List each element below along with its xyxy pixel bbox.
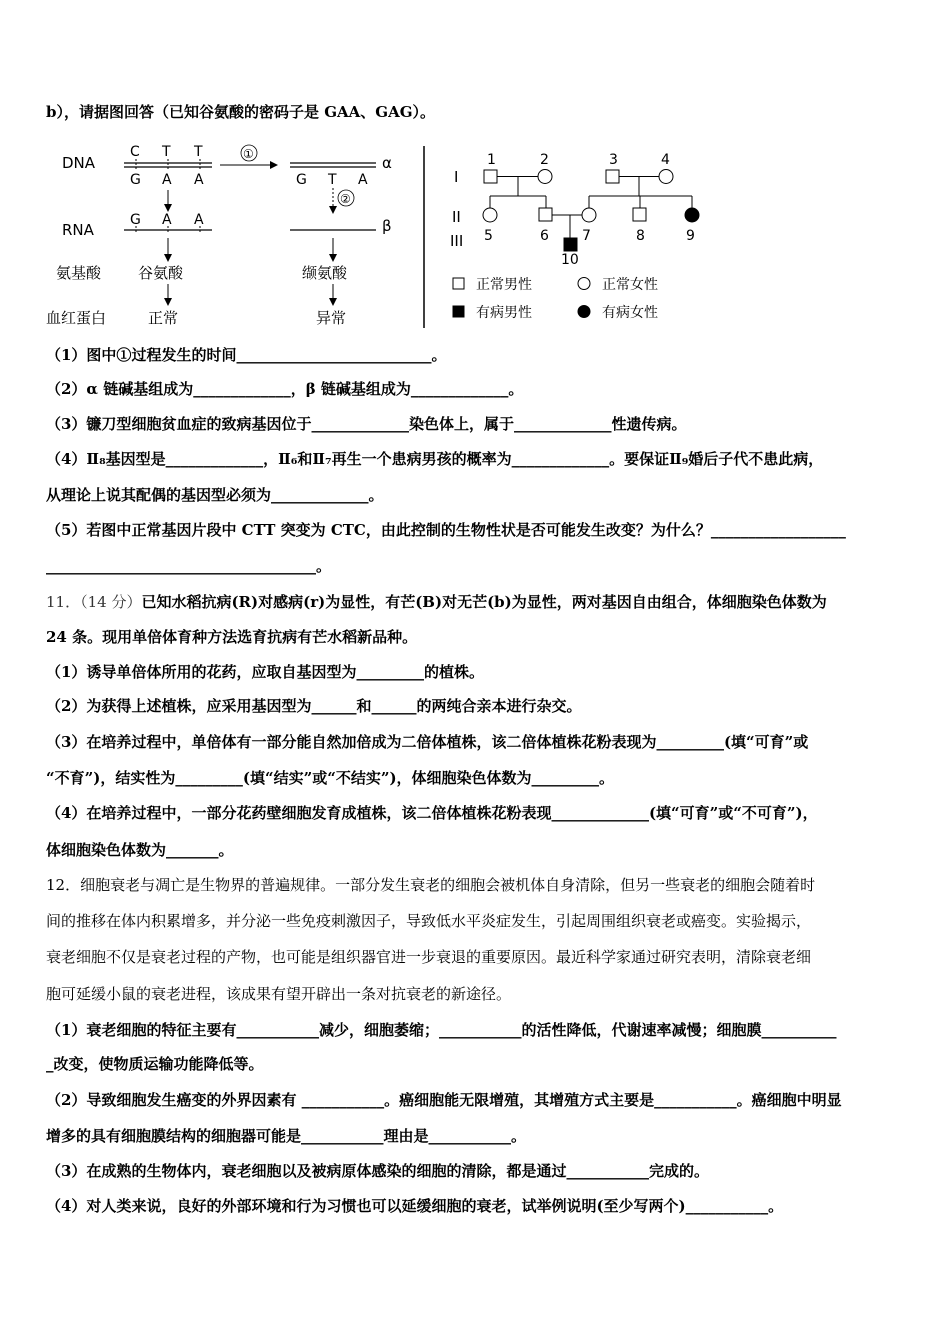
q12-stem-1: 12．细胞衰老与凋亡是生物界的普遍规律。一部分发生衰老的细胞会被机体自身清除，但另一些衰老的细胞会随着时 [46,876,816,894]
legend-normal-female-symbol [578,278,590,290]
mut-base-3: A [358,172,368,188]
top-base-3: T [194,144,203,160]
person-5 [483,208,497,222]
q12-part-3: （3）在成熟的生物体内，衰老细胞以及被病原体感染的细胞的清除，都是通过___________完成的。 [46,1162,709,1180]
genetics-figure [44,132,706,332]
q12-stem-3: 衰老细胞不仅是衰老过程的产物，也可能是组织器官进一步衰退的重要原因。最近科学家通过研究表明，清除衰老细 [46,948,812,966]
q11-number: 11．（14 分） [46,593,142,611]
dna-label: DNA [62,154,96,172]
q10-part-5-cont: ____________________________________。 [46,557,332,575]
q10-part-4: （4）Ⅱ₈基因型是_____________，Ⅱ₆和Ⅱ₇再生一个患病男孩的概率为_____________。要保证Ⅱ₉婚后子代不患此病， [46,450,824,468]
rna-base-1: G [130,212,141,228]
id-6: 6 [540,228,549,244]
q10-part-1: （1）图中①过程发生的时间__________________________。 [46,346,447,364]
top-base-1: C [130,144,140,160]
q11-part-1: （1）诱导单倍体所用的花药，应取自基因型为_________的植株。 [46,663,484,681]
aa-mutant: 缬氨酸 [302,264,348,282]
q10-part-3: （3）镰刀型细胞贫血症的致病基因位于_____________染色体上，属于_____________性遗传病。 [46,415,687,433]
q11-part-2: （2）为获得上述植株，应采用基因型为______和______的两纯合亲本进行杂交。 [46,697,582,715]
q10-part-2: （2）α 链碱基组成为_____________，β 链碱基组成为_____________。 [46,380,524,398]
id-2: 2 [540,152,549,168]
q12-part-4: （4）对人类来说，良好的外部环境和行为习惯也可以延缓细胞的衰老，试举例说明(至少写两个)___________。 [46,1197,784,1215]
amino-label: 氨基酸 [56,264,102,282]
intro-text: b），请据图回答（已知谷氨酸的密码子是 GAA、GAG）。 [46,103,436,121]
id-3: 3 [609,152,618,168]
hemoglobin-label: 血红蛋白 [46,309,107,327]
rna-base-2: A [162,212,172,228]
q11-part-4: （4）在培养过程中，一部分花药壁细胞发育成植株，该二倍体植株花粉表现_____________(填“可育”或“不可育”)， [46,804,818,822]
legend-affected-female-symbol [578,306,590,318]
person-9 [685,208,699,222]
top-base-2: T [162,144,171,160]
gen-III: III [450,232,464,250]
q11-part-3-cont: “不育”)，结实性为_________(填“结实”或“不结实”)，体细胞染色体数为_________。 [46,769,615,787]
gen-I: I [454,168,459,186]
id-7: 7 [582,228,591,244]
q11-stem [46,592,827,612]
legend-affected-female: 有病女性 [602,305,658,321]
legend-normal-male: 正常男性 [476,277,532,293]
aa-normal: 谷氨酸 [138,264,184,282]
id-8: 8 [636,228,645,244]
mut-base-2: T [328,172,337,188]
person-4 [659,170,673,184]
rna-label: RNA [62,221,94,239]
q10-part-5: （5）若图中正常基因片段中 CTT 突变为 CTC，由此控制的生物性状是否可能发生改变？为什么？__________________ [46,521,846,539]
legend-affected-male: 有病男性 [476,305,532,321]
q11-stem-text: 已知水稻抗病(R)对感病(r)为显性，有芒(B)对无芒(b)为显性，两对基因自由组合，体细胞染色体数为 [141,593,827,611]
legend-normal-female: 正常女性 [602,277,658,293]
q12-stem-4: 胞可延缓小鼠的衰老进程，该成果有望开辟出一条对抗衰老的新途径。 [46,985,512,1003]
legend-affected-male-symbol [453,306,464,317]
bottom-base-2: A [162,172,172,188]
q11-part-3: （3）在培养过程中，单倍体有一部分能自然加倍成为二倍体植株，该二倍体植株花粉表现为_________(填“可育”或 [46,733,809,751]
q11-part-4-cont: 体细胞染色体数为_______。 [46,841,234,859]
q10-part-4-cont: 从理论上说其配偶的基因型必须为_____________。 [46,486,384,504]
bottom-base-1: G [130,172,141,188]
q12-part-1: （1）衰老细胞的特征主要有___________减少，细胞萎缩；___________的活性降低，代谢速率减慢；细胞膜__________ [46,1021,837,1039]
bottom-base-3: A [194,172,204,188]
q12-part-2-cont: 增多的具有细胞膜结构的细胞器可能是___________理由是___________。 [46,1127,527,1145]
q12-part-1-cont: _改变，使物质运输功能降低等。 [46,1055,264,1073]
id-9: 9 [686,228,695,244]
hb-abnormal: 异常 [316,309,347,327]
person-3 [606,170,619,183]
beta-label: β [382,217,392,235]
mut-base-1: G [296,172,307,188]
figure-svg [44,132,706,332]
person-2 [538,170,552,184]
person-7 [582,208,596,222]
id-5: 5 [484,228,493,244]
id-4: 4 [661,152,670,168]
step-2-label: ② [340,192,351,206]
gen-II: II [452,208,461,226]
q12-stem-2: 间的推移在体内积累增多，并分泌一些免疫刺激因子，导致低水平炎症发生，引起周围组织衰老或癌变。实验揭示， [46,912,812,930]
step-1-label: ① [243,147,254,161]
id-1: 1 [487,152,496,168]
hb-normal: 正常 [148,309,179,327]
person-8 [633,208,646,221]
person-6 [539,208,552,221]
q11-stem-cont: 24 条。现用单倍体育种方法选育抗病有芒水稻新品种。 [46,628,418,646]
q12-part-2: （2）导致细胞发生癌变的外界因素有 ___________。癌细胞能无限增殖，其增殖方式主要是___________。癌细胞中明显 [46,1091,842,1109]
alpha-label: α [382,154,392,172]
person-10 [564,238,577,251]
rna-base-3: A [194,212,204,228]
id-10: 10 [561,252,579,268]
legend-normal-male-symbol [453,278,464,289]
person-1 [484,170,497,183]
